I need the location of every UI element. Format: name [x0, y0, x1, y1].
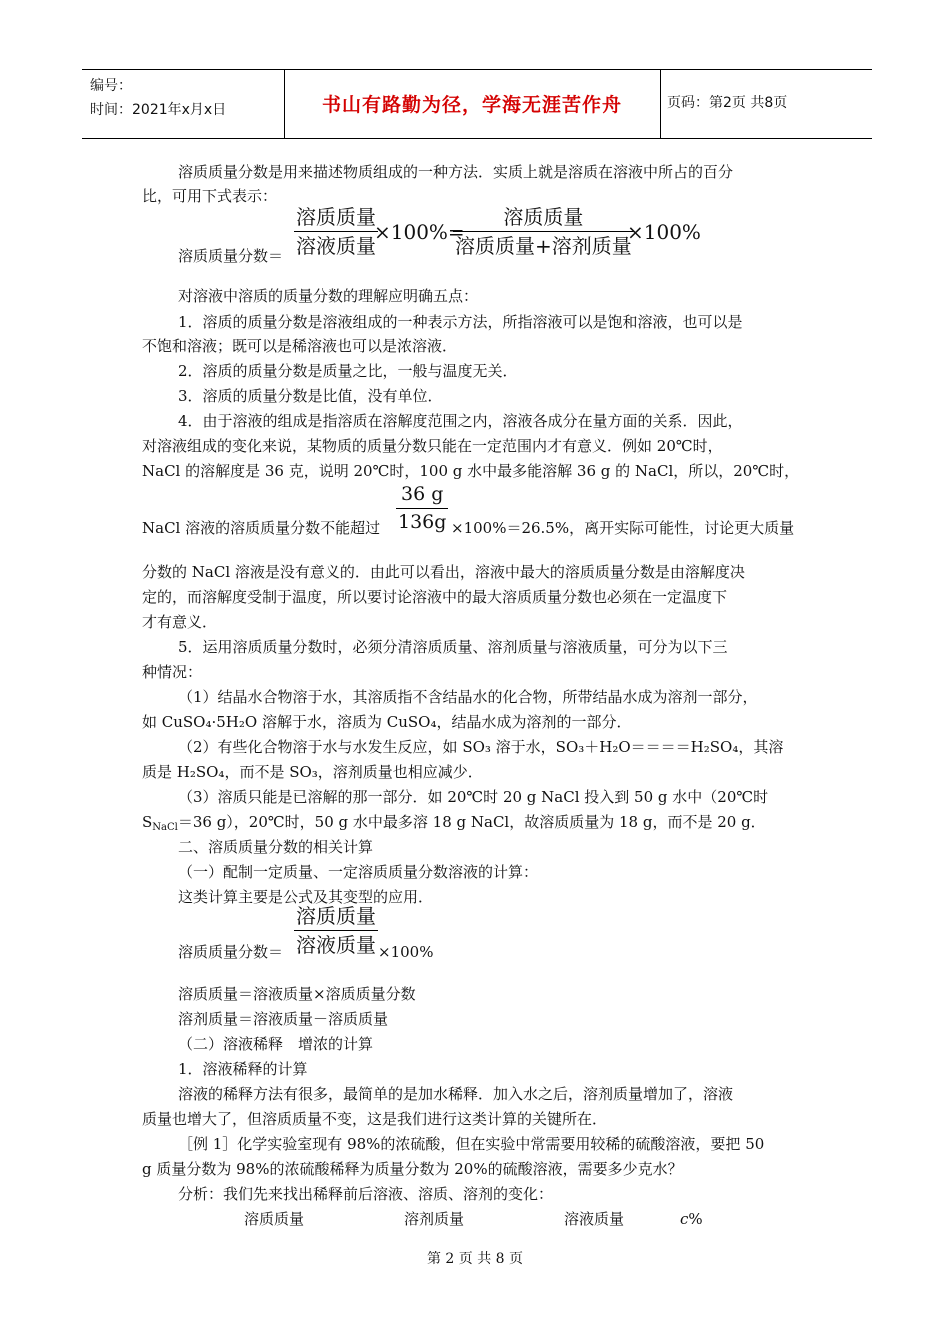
percent-sign: % — [688, 1210, 703, 1228]
paragraph-line: ×100%＝26.5%，离开实际可能性，讨论更大质量 — [451, 519, 795, 537]
paragraph-line: （2）有些化合物溶于水与水发生反应，如 SO₃ 溶于水，SO₃＋H₂O＝＝＝＝H₂SO₄，其溶 — [178, 738, 784, 756]
paragraph-line: ［例 1］化学实验室现有 98%的浓硫酸，但在实验中常需要用较稀的硫酸溶液，要把 50 — [178, 1135, 765, 1153]
paragraph-line: 质量也增大了，但溶质质量不变，这是我们进行这类计算的关键所在． — [142, 1110, 608, 1128]
fraction-denominator: 136g — [398, 511, 447, 533]
paragraph-line: 如 CuSO₄·5H₂O 溶解于水，溶质为 CuSO₄，结晶水成为溶剂的一部分． — [142, 713, 632, 731]
paragraph-line: 1．溶液稀释的计算 — [178, 1060, 308, 1078]
paragraph-line: 2．溶质的质量分数是质量之比，一般与温度无关． — [178, 362, 518, 380]
subsection-heading: （二）溶液稀释 增浓的计算 — [178, 1035, 374, 1053]
paragraph-line: 不饱和溶液；既可以是稀溶液也可以是浓溶液． — [142, 337, 458, 355]
fraction-denominator: 溶液质量 — [296, 234, 376, 258]
fraction-numerator: 溶质质量 — [453, 203, 634, 232]
column-label: 溶液质量 — [564, 1210, 625, 1228]
paragraph-line: 对溶液组成的变化来说，某物质的质量分数只能在一定范围内才有意义．例如 20℃时， — [142, 437, 723, 455]
date-label: 时间：2021年x月x日 — [90, 102, 227, 118]
paragraph-text: ＝36 g），20℃时，50 g 水中最多溶 18 g NaCl，故溶质质量为 18 g，而不是 20 g． — [177, 813, 766, 831]
paragraph-line: 1．溶质的质量分数是溶液组成的一种表示方法，所指溶液可以是饱和溶液，也可以是 — [178, 313, 743, 331]
fraction-numerator: 36 g — [396, 481, 448, 509]
section-heading: 二、溶质质量分数的相关计算 — [178, 838, 374, 856]
page-footer: 第 2 页 共 8 页 — [426, 1251, 524, 1267]
header-divider-right — [660, 70, 661, 138]
formula-operator: ×100% — [378, 943, 434, 961]
paragraph-line: 比，可用下式表示： — [142, 187, 278, 205]
paragraph-line: 5．运用溶质质量分数时，必须分清溶质质量、溶剂质量与溶液质量，可分为以下三 — [178, 638, 728, 656]
formula-fraction — [294, 203, 378, 260]
formula-fraction — [294, 902, 378, 959]
paragraph-line: NaCl 溶液的溶质质量分数不能超过 — [142, 519, 381, 537]
formula-operator: ×100% — [627, 220, 701, 244]
paragraph-line: （3）溶质只能是已溶解的那一部分．如 20℃时 20 g NaCl 投入到 50 g 水中（20℃时 — [178, 788, 769, 806]
header-motto: 书山有路勤为径，学海无涯苦作舟 — [321, 94, 622, 116]
solubility-symbol: S — [142, 813, 153, 831]
paragraph-line: 才有意义． — [142, 613, 218, 631]
paragraph-line: 溶质质量＝溶液质量×溶质质量分数 — [178, 985, 416, 1003]
number-label: 编号： — [90, 78, 132, 94]
formula-operator: ×100%= — [374, 220, 465, 244]
formula-label: 溶质质量分数＝ — [178, 943, 284, 961]
paragraph-line: 分数的 NaCl 溶液是没有意义的．由此可以看出，溶液中最大的溶质质量分数是由溶解度决 — [142, 563, 745, 581]
column-label — [680, 1207, 740, 1231]
page-header — [82, 69, 872, 139]
fraction-numerator: 溶质质量 — [294, 203, 378, 232]
concentration-symbol: c — [680, 1210, 689, 1228]
paragraph-line: NaCl 的溶解度是 36 克，说明 20℃时，100 g 水中最多能溶解 36 g 的 NaCl，所以，20℃时， — [142, 462, 800, 480]
solubility-subscript: NaCl — [152, 822, 178, 833]
fraction-numerator: 溶质质量 — [294, 902, 378, 931]
column-label: 溶剂质量 — [404, 1210, 465, 1228]
paragraph-line: 4．由于溶液的组成是指溶质在溶解度范围之内，溶液各成分在量方面的关系．因此， — [178, 412, 743, 430]
header-meta — [90, 74, 226, 122]
fraction-denominator: 溶质质量+溶剂质量 — [455, 234, 632, 258]
formula-fraction — [453, 203, 634, 260]
paragraph-line: 溶质质量分数是用来描述物质组成的一种方法．实质上就是溶质在溶液中所占的百分 — [178, 163, 734, 181]
paragraph-line: 定的，而溶解度受制于温度，所以要讨论溶液中的最大溶质质量分数也必须在一定温度下 — [142, 588, 728, 606]
paragraph-line: 种情况： — [142, 663, 203, 681]
paragraph-line: 3．溶质的质量分数是比值，没有单位． — [178, 387, 443, 405]
paragraph-line: 这类计算主要是公式及其变型的应用． — [178, 888, 434, 906]
formula-label: 溶质质量分数＝ — [178, 247, 284, 265]
paragraph-line: 分析：我们先来找出稀释前后溶液、溶质、溶剂的变化： — [178, 1185, 554, 1203]
column-label: 溶质质量 — [244, 1210, 305, 1228]
paragraph-line: 对溶液中溶质的质量分数的理解应明确五点： — [178, 287, 479, 305]
fraction-denominator: 溶液质量 — [296, 933, 376, 957]
paragraph-line: 质是 H₂SO₄，而不是 SO₃，溶剂质量也相应减少． — [142, 763, 483, 781]
subsection-heading: （一）配制一定质量、一定溶质质量分数溶液的计算： — [178, 863, 539, 881]
header-page-label: 页码：第2页 共8页 — [667, 95, 788, 111]
paragraph-line: g 质量分数为 98%的浓硫酸稀释为质量分数为 20%的硫酸溶液，需要多少克水？ — [142, 1160, 683, 1178]
formula-fraction — [396, 481, 448, 536]
paragraph-line: 溶液的稀释方法有很多，最简单的是加水稀释．加入水之后，溶剂质量增加了，溶液 — [178, 1085, 734, 1103]
paragraph-line: 溶剂质量＝溶液质量－溶质质量 — [178, 1010, 389, 1028]
paragraph-line: （1）结晶水合物溶于水，其溶质指不含结晶水的化合物，所带结晶水成为溶剂一部分， — [178, 688, 758, 706]
